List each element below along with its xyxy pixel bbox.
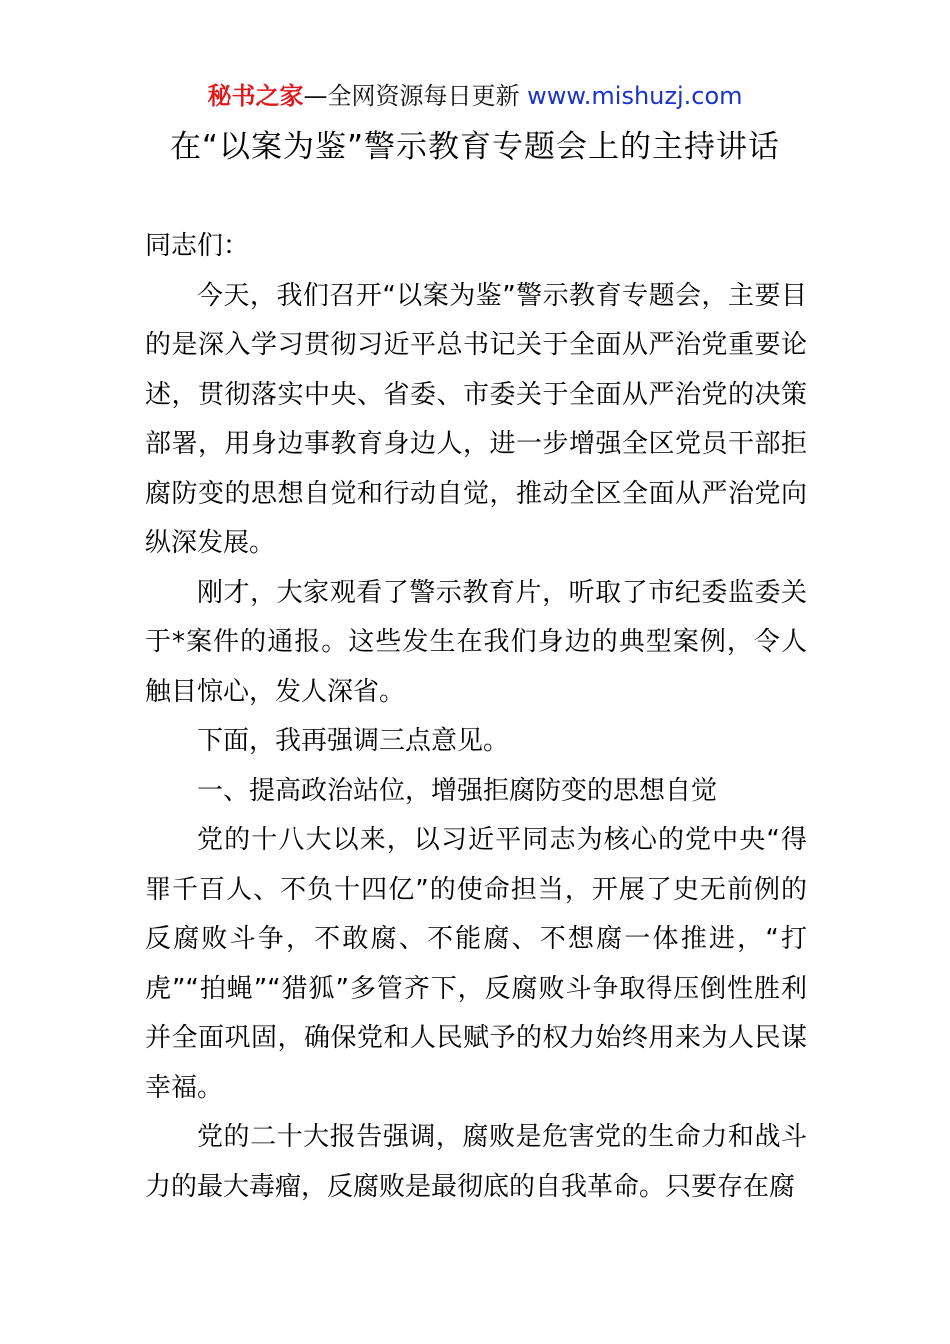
paragraph-anti-corruption: 党的十八大以来，以习近平同志为核心的党中央“得罪千百人、不负十四亿”的使命担当，开展了史无前例的反腐败斗争，不敢腐、不能腐、不想腐一体推进，“打虎”“拍蝇”“猎狐”多管齐下，反腐败斗争取得压倒性胜利并全面巩固，确保党和人民赋予的权力始终用来为人民谋幸福。 <box>145 825 807 1103</box>
header-tagline: —全网资源每日更新 <box>303 82 520 110</box>
brand-name: 秘书之家 <box>207 82 304 110</box>
paragraph-warning-film: 刚才，大家观看了警示教育片，听取了市纪委监委关于*案件的通报。这些发生在我们身边的典型案例，令人触目惊心，发人深省。 <box>145 577 807 707</box>
salutation: 同志们： <box>145 231 250 261</box>
document-title: 在“以案为鉴”警示教育专题会上的主持讲话 <box>169 129 781 165</box>
site-header <box>0 80 950 112</box>
paragraph-three-points: 下面，我再强调三点意见。 <box>197 726 510 756</box>
paragraph-intro: 今天，我们召开“以案为鉴”警示教育专题会，主要目的是深入学习贯彻习近平总书记关于全面从严治党重要论述，贯彻落实中央、省委、市委关于全面从严治党的决策部署，用身边事教育身边人，进一步增强全区党员干部拒腐防变的思想自觉和行动自觉，推动全区全面从严治党向纵深发展。 <box>145 280 807 558</box>
paragraph-twentieth-congress: 党的二十大报告强调，腐败是危害党的生命力和战斗力的最大毒瘤，反腐败是最彻底的自我革命。只要存在腐 <box>145 1122 807 1202</box>
document-body <box>145 222 807 1212</box>
site-url-link[interactable]: www.mishuzj.com <box>527 82 743 110</box>
section-heading-one: 一、提高政治站位，增强拒腐防变的思想自觉 <box>197 775 718 806</box>
